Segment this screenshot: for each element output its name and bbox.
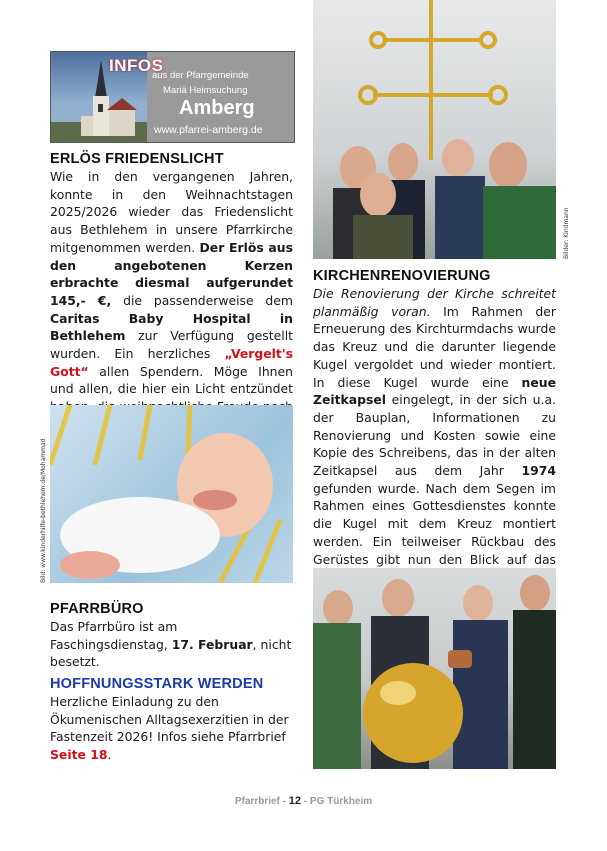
kirche-text-italic: Die Renovierung der Kirche schreitet planmäßig voran. [313,286,556,319]
page-footer [0,795,607,807]
banner-url[interactable]: www.pfarrei-amberg.de [154,124,263,136]
pfarrbuero-title: PFARRBÜRO [50,601,144,617]
infos-label: INFOS [109,56,164,75]
banner-city: Amberg [179,97,255,119]
hoffnung-text [50,693,295,764]
kirche-text-4: 1974 [521,463,556,479]
footer-right: - PG Türkheim [301,796,373,807]
cross-photo-credit: Bilder: Kindmann [563,207,570,259]
erloes-text [50,168,293,434]
kirche-text-3: eingelegt, in der sich u.a. der Bauplan, Informationen zu Renovierung und Kosten sowie eine Kopie des Schreibens, das in der alten Zeitkapsel aus dem Jahr [313,392,556,479]
erloes-text-5: zur Verfügung gestellt wurden. Ein herzliches [50,328,293,362]
erloes-text-6: „Vergelt's Gott“ [50,346,293,379]
infos-banner [50,51,295,143]
hoffnung-title: HOFFNUNGSSTARK WERDEN [50,676,264,692]
hoffnung-text-3: . [107,747,112,763]
baby-photo-credit: Bild: www.kinderhilfe-bethlehem.de/Mohammad [40,438,47,583]
banner-line-2: Mariä Heimsuchung [163,85,248,96]
kirche-text-2: neue Zeitkapsel [313,374,556,408]
baby-photo [50,405,293,583]
pfarrbuero-text [50,618,295,671]
pfarrbuero-text-1: Das Pfarrbüro ist am Faschingsdienstag, [50,619,178,652]
footer-left: Pfarrbrief - [234,796,289,807]
banner-line-1: aus der Pfarrgemeinde [152,70,249,81]
hoffnung-text-1: Herzliche Einladung zu den Ökumenischen Alltagsexerzitien in der Fastenzeit 2026! Infos siehe Pfarrbrief [50,694,289,745]
erloes-text-2: Der Erlös aus den angebotenen Kerzen erbrachte diesmal aufgerundet 145,- €, [50,239,293,308]
erloes-text-1: Wie in den vergangenen Jahren, konnte in den Weihnachtstagen 2025/2026 wieder das Friedenslicht aus Bethlehem in unsere Pfarrkirche mitgenommen werden. [50,169,293,255]
erloes-text-4: Caritas Baby Hospital in Bethlehem [50,310,293,344]
kirche-text-5: gefunden wurde. Nach dem Segen im Rahmen eines Gottesdienstes konnte die Kugel mit dem Kreuz montiert werden. Ein teilweiser Rückbau des Gerüstes gibt nun den Blick auf das [313,480,556,567]
erloes-text-7: allen Spendern. Möge Ihnen und allen, die hier ein Licht entzündet [50,363,293,397]
kirche-title: KIRCHENRENOVIERUNG [313,268,491,284]
sphere-photo [313,568,556,769]
erloes-title: ERLÖS FRIEDENSLICHT [50,151,224,167]
page-number: 12 [288,795,302,807]
kirche-text [313,285,556,586]
erloes-text-3: die passenderweise dem [111,292,293,308]
kirche-text-1: Im Rahmen der Erneuerung des Kirchturmdachs wurde das Kreuz und die darunter liegende Kugel vergoldet und wieder montiert. In diese Kugel wurde eine [313,303,556,390]
cross-photo [313,0,556,259]
pfarrbuero-text-3: , nicht besetzt. [50,636,292,670]
hoffnung-text-2: Seite 18 [50,747,108,763]
pfarrbuero-text-2: 17. Februar [171,636,253,652]
